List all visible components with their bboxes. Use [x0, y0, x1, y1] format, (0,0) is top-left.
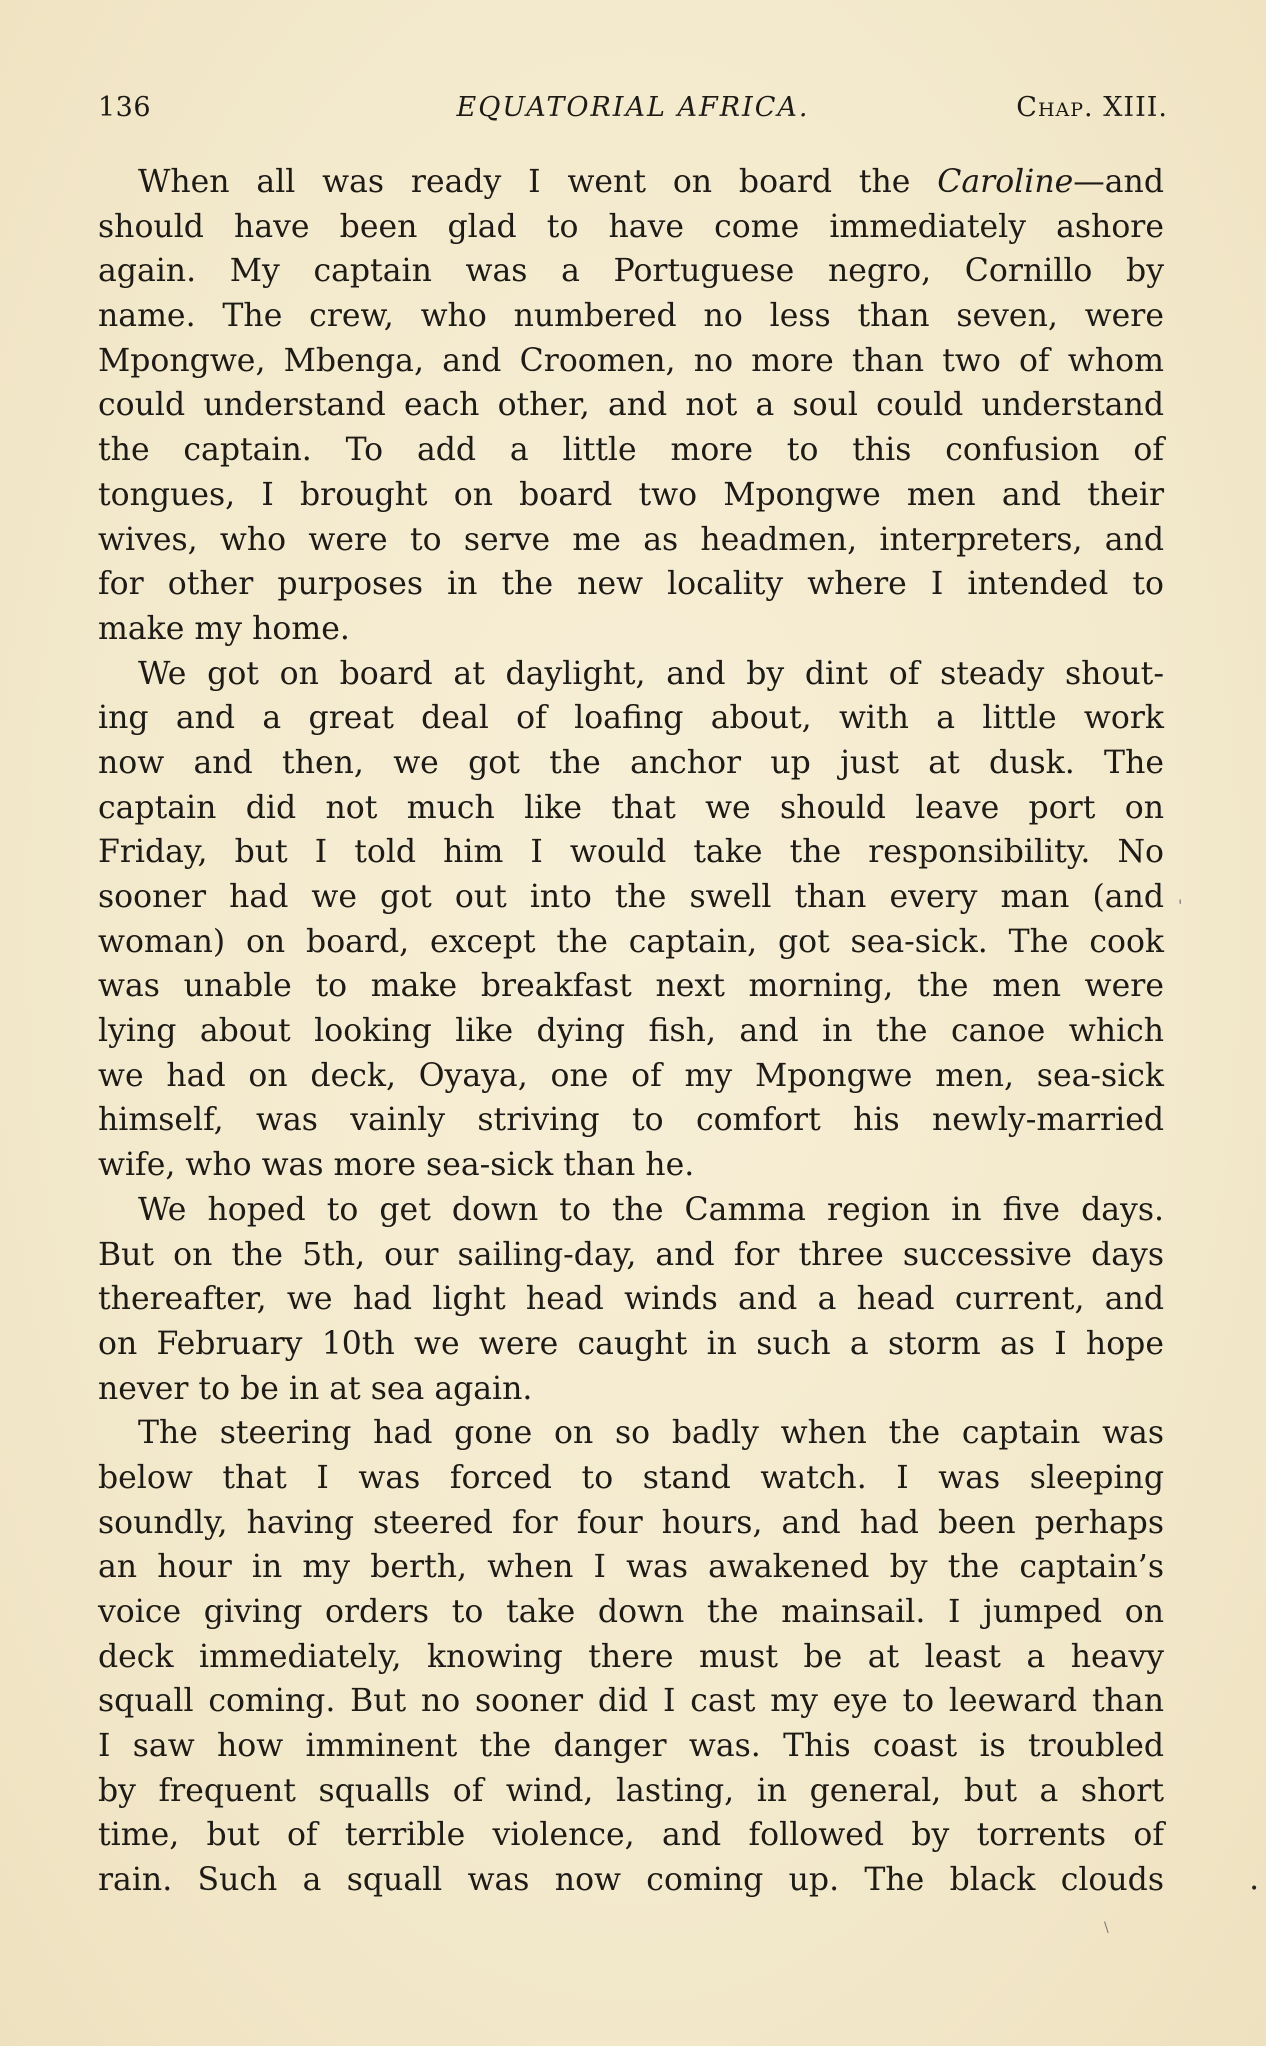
text-line: now and then, we got the anchor up just at dusk. The — [98, 744, 1164, 781]
text-line: squall coming. But no sooner did I cast my eye to leeward than — [98, 1683, 1164, 1720]
text-line: We got on board at daylight, and by dint of steady shout- — [138, 655, 1164, 692]
text-line: Friday, but I told him I would take the responsibility. No — [98, 834, 1164, 871]
text-line: again. My captain was a Portuguese negro, Cornillo by — [98, 253, 1164, 290]
text-line: on February 10th we were caught in such a storm as I hope — [98, 1325, 1164, 1362]
ship-name: Caroline — [937, 164, 1074, 200]
text-line: thereafter, we had light head winds and a head current, and — [98, 1281, 1164, 1318]
text-line: wife, who was more sea-sick than he. — [98, 1147, 695, 1184]
text-line: wives, who were to serve me as headmen, interpreters, and — [98, 521, 1164, 558]
text-line: should have been glad to have come immediately ashore — [98, 208, 1164, 245]
text-line: we had on deck, Oyaya, one of my Mpongwe men, sea-sick — [98, 1057, 1164, 1094]
chapter-label: Chap. XIII. — [1016, 92, 1168, 123]
text-line: rain. Such a squall was now coming up. The black clouds — [98, 1862, 1164, 1899]
text-line: never to be in at sea again. — [98, 1370, 533, 1407]
text-line: I saw how imminent the danger was. This coast is troubled — [98, 1728, 1164, 1765]
text-line: below that I was forced to stand watch. I was sleeping — [98, 1459, 1164, 1496]
text-line: Mpongwe, Mbenga, and Croomen, no more than two of whom — [98, 342, 1164, 379]
text-line: for other purposes in the new locality where I intended to — [98, 566, 1164, 603]
text-line: the captain. To add a little more to this confusion of — [98, 432, 1164, 469]
margin-dot: • — [1250, 1881, 1259, 1897]
text-line: tongues, I brought on board two Mpongwe men and their — [98, 476, 1164, 513]
text-line: was unable to make breakfast next morning, the men were — [98, 968, 1164, 1005]
text-line: by frequent squalls of wind, lasting, in general, but a short — [98, 1772, 1164, 1809]
text-line: When all was ready I went on board the Caroline—and — [138, 164, 1164, 200]
text-line: could understand each other, and not a soul could understand — [98, 387, 1164, 424]
margin-mark: ' — [1178, 896, 1183, 915]
body-text — [98, 160, 1164, 1903]
text-line: ing and a great deal of loafing about, with a little work — [98, 700, 1164, 737]
text-line: The steering had gone on so badly when the captain was — [138, 1415, 1164, 1452]
text-line: voice giving orders to take down the mainsail. I jumped on — [98, 1594, 1164, 1630]
text-line: But on the 5th, our sailing-day, and for three successive days — [98, 1236, 1164, 1273]
text-line: time, but of terrible violence, and followed by torrents of — [98, 1817, 1164, 1854]
text-line: captain did not much like that we should leave port on — [98, 789, 1164, 826]
margin-mark: \ — [1104, 1920, 1109, 1936]
text-line: lying about looking like dying fish, and in the canoe which — [98, 1013, 1164, 1050]
running-title: EQUATORIAL AFRICA. — [456, 92, 810, 123]
text-line: soundly, having steered for four hours, and had been perhaps — [98, 1504, 1164, 1541]
page-number: 136 — [98, 92, 152, 123]
text-line: himself, was vainly striving to comfort his newly-married — [98, 1102, 1164, 1139]
text-line: sooner had we got out into the swell than every man (and — [98, 879, 1164, 915]
running-head — [98, 92, 1168, 132]
text-line: make my home. — [98, 610, 350, 647]
text-line: deck immediately, knowing there must be at least a heavy — [98, 1638, 1164, 1675]
text-line: woman) on board, except the captain, got sea-sick. The cook — [98, 923, 1164, 960]
text-line: name. The crew, who numbered no less than seven, were — [98, 298, 1164, 335]
text-line: an hour in my berth, when I was awakened by the captain’s — [98, 1549, 1164, 1586]
text-line: We hoped to get down to the Camma region in five days. — [138, 1191, 1164, 1228]
